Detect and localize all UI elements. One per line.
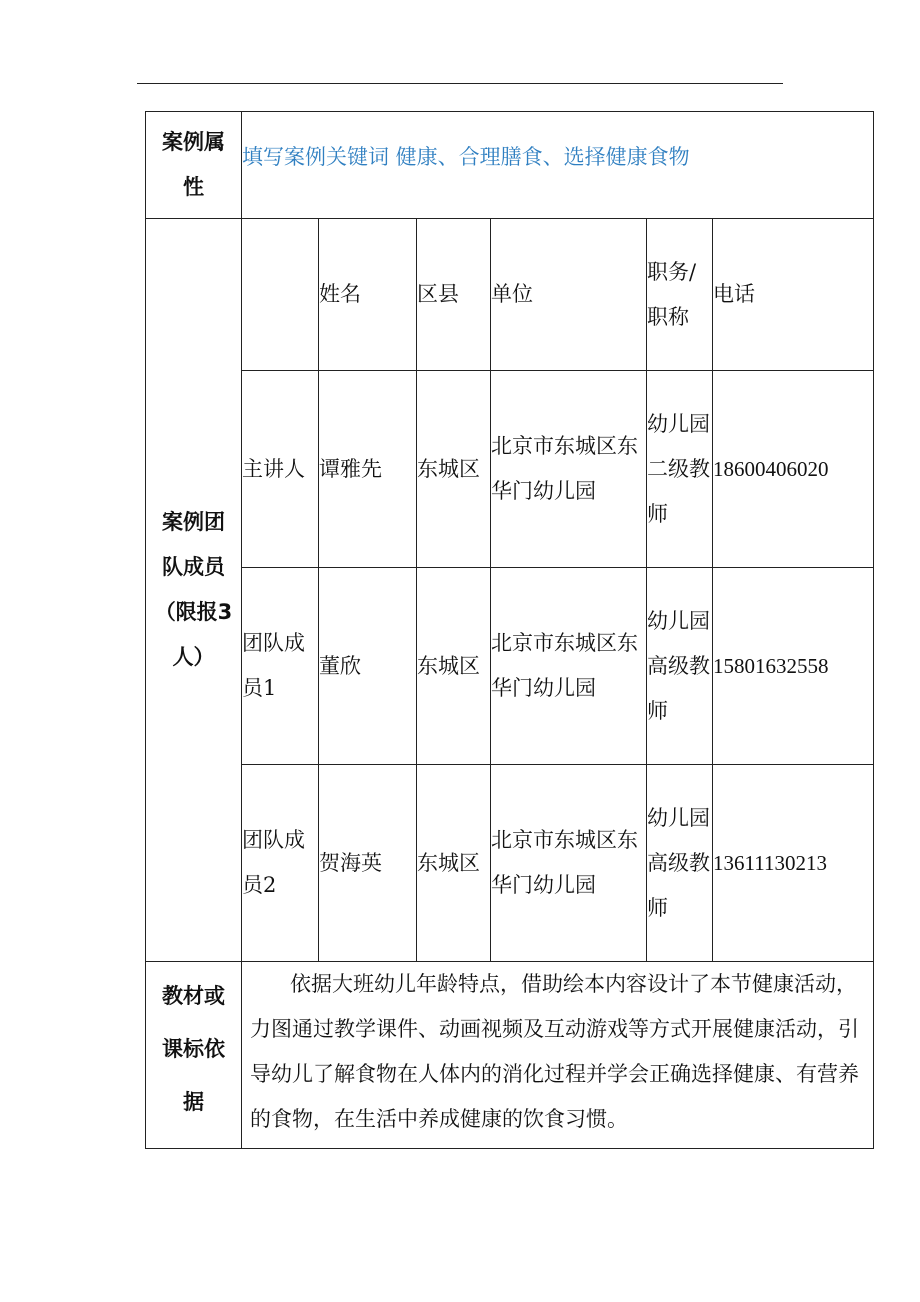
member-role: 团队成员2: [242, 765, 319, 962]
member-phone: 13611130213: [713, 765, 874, 962]
member-district: 东城区: [417, 765, 491, 962]
table-row: [146, 371, 874, 568]
member-phone: 15801632558: [713, 568, 874, 765]
team-header-row: [146, 219, 874, 371]
member-unit: 北京市东城区东华门幼儿园: [491, 568, 647, 765]
table-row: [146, 765, 874, 962]
member-name: 贺海英: [319, 765, 417, 962]
member-phone: 18600406020: [713, 371, 874, 568]
team-header-phone: 电话: [713, 219, 874, 371]
team-header-name: 姓名: [319, 219, 417, 371]
member-unit: 北京市东城区东华门幼儿园: [491, 371, 647, 568]
member-name: 谭雅先: [319, 371, 417, 568]
team-header-title: 职务/职称: [647, 219, 713, 371]
case-keywords: 填写案例关键词 健康、合理膳食、选择健康食物: [242, 112, 874, 219]
basis-label: 教材或课标依据: [146, 962, 242, 1149]
member-title: 幼儿园二级教师: [647, 371, 713, 568]
member-role: 团队成员1: [242, 568, 319, 765]
case-table: [145, 111, 874, 1149]
team-label: 案例团队成员（限报3人）: [146, 219, 242, 962]
table-row: [146, 568, 874, 765]
case-attr-row: [146, 112, 874, 219]
member-title: 幼儿园高级教师: [647, 568, 713, 765]
member-role: 主讲人: [242, 371, 319, 568]
member-title: 幼儿园高级教师: [647, 765, 713, 962]
team-header-district: 区县: [417, 219, 491, 371]
team-header-role: [242, 219, 319, 371]
member-district: 东城区: [417, 568, 491, 765]
member-district: 东城区: [417, 371, 491, 568]
case-attr-label: 案例属性: [146, 112, 242, 219]
member-name: 董欣: [319, 568, 417, 765]
basis-row: [146, 962, 874, 1149]
header-rule: [137, 83, 783, 84]
member-unit: 北京市东城区东华门幼儿园: [491, 765, 647, 962]
team-header-unit: 单位: [491, 219, 647, 371]
basis-text: 依据大班幼儿年龄特点，借助绘本内容设计了本节健康活动，力图通过教学课件、动画视频及互动游戏等方式开展健康活动，引导幼儿了解食物在人体内的消化过程并学会正确选择健康、有营养的食物，在生活中养成健康的饮食习惯。: [242, 962, 874, 1149]
